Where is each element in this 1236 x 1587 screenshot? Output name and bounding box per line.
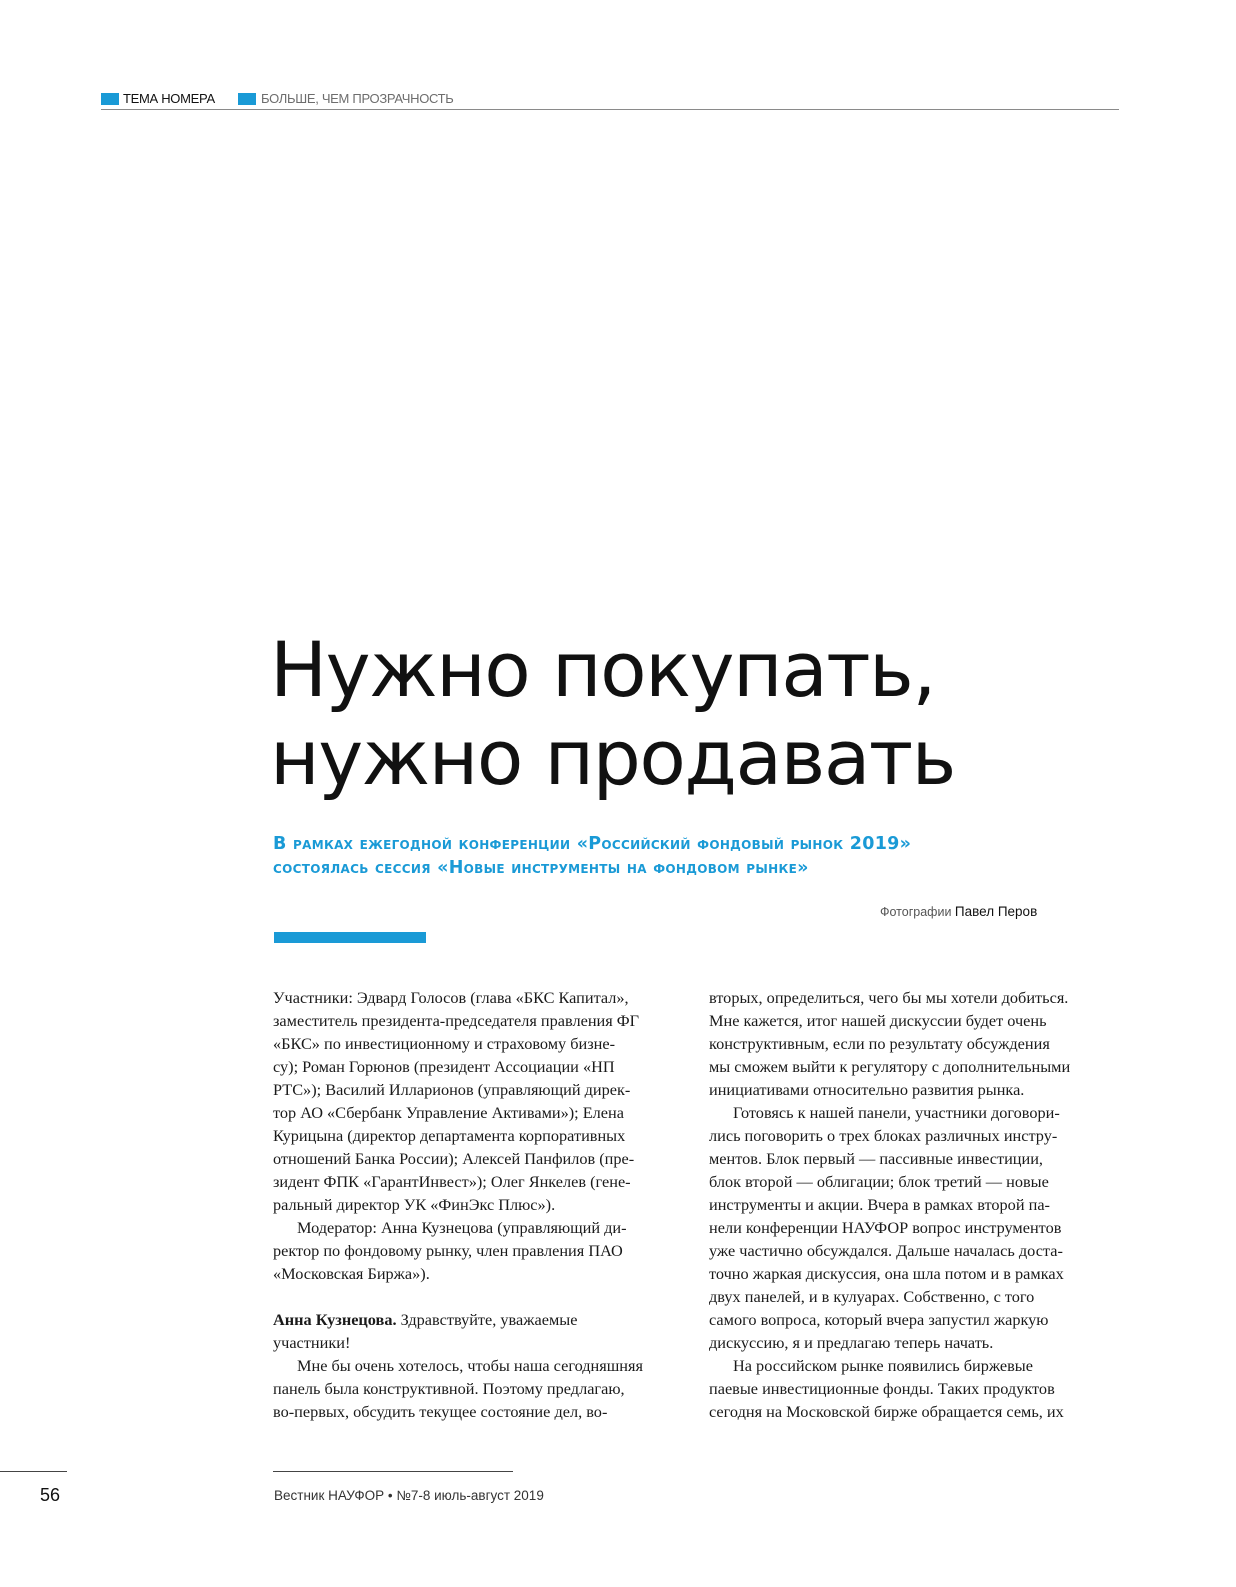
text-line: Готовясь к нашей панели, участники договори- <box>733 1103 1060 1122</box>
text-line: во-первых, обсудить текущее состояние дел, во- <box>273 1402 608 1421</box>
body-column-right <box>709 986 1129 1423</box>
paragraph-gap <box>273 1285 693 1308</box>
text-line: лись поговорить о трех блоках различных инстру- <box>709 1126 1058 1145</box>
text-line: уже частично обсуждался. Дальше началась доста- <box>709 1241 1063 1260</box>
text-line: Участники: Эдвард Голосов (глава «БКС Капитал», <box>273 988 629 1007</box>
text-line: ректор по фондовому рынку, член правления ПАО <box>273 1241 623 1260</box>
text-line: РТС»); Василий Илларионов (управляющий дирек- <box>273 1080 631 1099</box>
text-line: Мне бы очень хотелось, чтобы наша сегодняшняя <box>297 1356 643 1375</box>
text-line: участники! <box>273 1333 351 1352</box>
text-line: Модератор: Анна Кузнецова (управляющий ди- <box>297 1218 627 1237</box>
text-line: самого вопроса, который вчера запустил жаркую <box>709 1310 1049 1329</box>
text-line: отношений Банка России); Алексей Панфилов (пре- <box>273 1149 635 1168</box>
topic-label: БОЛЬШЕ, ЧЕМ ПРОЗРАЧНОСТЬ <box>261 91 454 106</box>
text-line: Курицына (директор департамента корпоративных <box>273 1126 626 1145</box>
text-line: вторых, определиться, чего бы мы хотели добиться. <box>709 988 1069 1007</box>
speaker-line <box>273 1308 693 1331</box>
text-line: блок второй — облигации; блок третий — новые <box>709 1172 1049 1191</box>
text-line: дискуссию, я и предлагаю теперь начать. <box>709 1333 994 1352</box>
text-line: Мне кажется, итог нашей дискуссии будет очень <box>709 1011 1047 1030</box>
section-label: ТЕМА НОМЕРА <box>123 91 215 106</box>
headline-line: нужно продавать <box>270 713 955 802</box>
text-line: нели конференции НАУФОР вопрос инструментов <box>709 1218 1062 1237</box>
lead-line: состоялась сессия «Новые инструменты на фондовом рынке» <box>273 858 809 878</box>
speaker-name: Анна Кузнецова. <box>273 1310 397 1329</box>
section-marker <box>101 93 119 105</box>
speaker-text: Здравствуйте, уважаемые <box>396 1310 578 1329</box>
accent-bar <box>274 932 426 943</box>
photographer-name: Павел Перов <box>954 904 1038 919</box>
article-headline <box>270 626 955 802</box>
text-line: ральный директор УК «ФинЭкс Плюс»). <box>273 1195 556 1214</box>
text-line: су); Роман Горюнов (президент Ассоциации «НП <box>273 1057 615 1076</box>
footer-rule <box>273 1471 513 1472</box>
text-line: зидент ФПК «ГарантИнвест»); Олег Янкелев (гене- <box>273 1172 631 1191</box>
text-line: панель была конструктивной. Поэтому предлагаю, <box>273 1379 625 1398</box>
text-line: двух панелей, и в кулуарах. Собственно, с того <box>709 1287 1035 1306</box>
text-line: «Московская Биржа»). <box>273 1264 430 1283</box>
topic-marker <box>238 93 256 105</box>
lead-line: В рамках ежегодной конференции «Российский фондовый рынок 2019» <box>273 834 912 854</box>
text-line: инициативами относительно развития рынка. <box>709 1080 1025 1099</box>
text-line: паевые инвестиционные фонды. Таких продуктов <box>709 1379 1055 1398</box>
text-line: «БКС» по инвестиционному и страховому бизне- <box>273 1034 616 1053</box>
text-line: ментов. Блок первый — пассивные инвестиции, <box>709 1149 1043 1168</box>
text-line: тор АО «Сбербанк Управление Активами»); Елена <box>273 1103 624 1122</box>
photo-credit-label: Фотографии <box>880 905 952 919</box>
text-line: точно жаркая дискуссия, она шла потом и в рамках <box>709 1264 1064 1283</box>
text-line: заместитель президента-председателя правления ФГ <box>273 1011 640 1030</box>
body-column-left <box>273 986 693 1423</box>
page-number: 56 <box>40 1485 61 1505</box>
text-line: конструктивным, если по результату обсуждения <box>709 1034 1050 1053</box>
photo-credit <box>880 904 1037 920</box>
headline-line: Нужно покупать, <box>270 625 935 714</box>
text-line: мы сможем выйти к регулятору с дополнительными <box>709 1057 1071 1076</box>
text-line: инструменты и акции. Вчера в рамках второй па- <box>709 1195 1050 1214</box>
publication-info: Вестник НАУФОР • №7-8 июль-август 2019 <box>274 1488 544 1503</box>
article-lead <box>273 832 1133 880</box>
text-line: сегодня на Московской бирже обращается семь, их <box>709 1402 1064 1421</box>
text-line: На российском рынке появились биржевые <box>733 1356 1033 1375</box>
footer-rule <box>0 1471 67 1472</box>
running-header <box>101 91 1119 110</box>
